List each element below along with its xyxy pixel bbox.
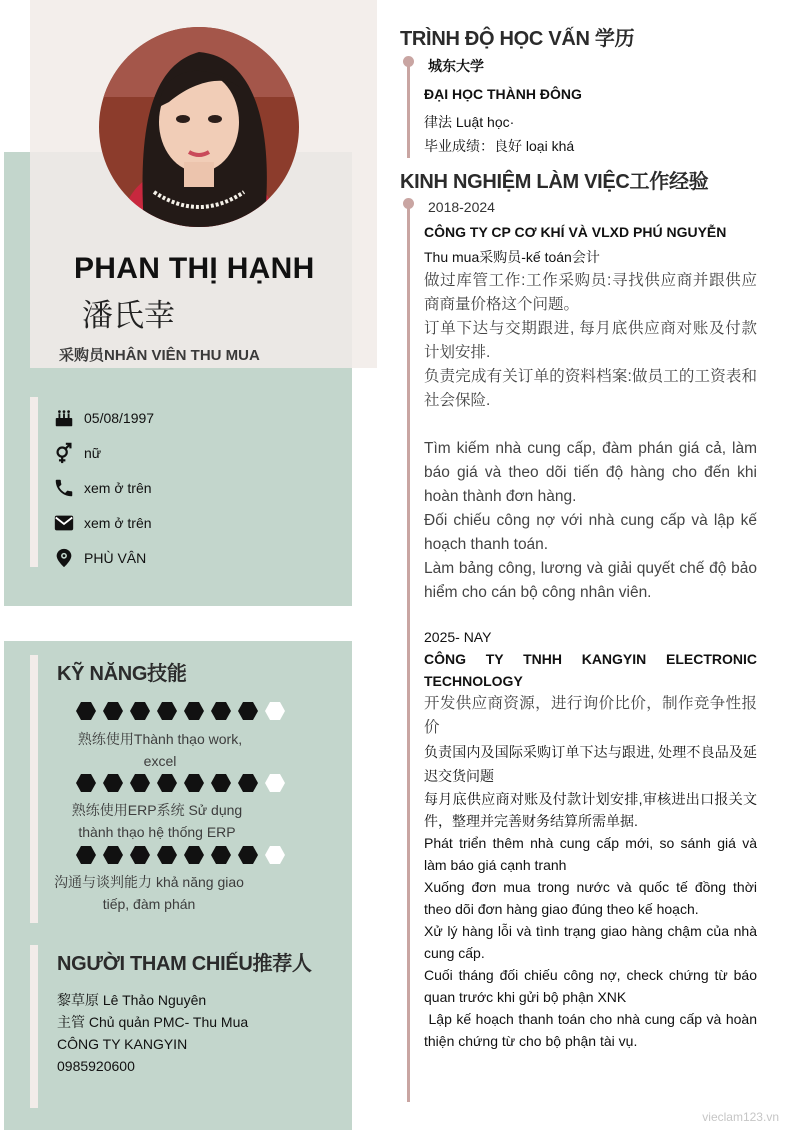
reference-phone: 0985920600: [57, 1058, 135, 1074]
personal-info-list: [53, 400, 333, 575]
job-1-desc-2: 订单下达与交期跟进, 每月底供应商对账及付款计划安排.: [424, 320, 757, 361]
chinese-name: 潘氏幸: [82, 298, 175, 334]
grade: 毕业成绩：良好 loại khá: [424, 138, 575, 154]
gender-icon: [53, 442, 75, 464]
experience-timeline: [407, 204, 410, 1102]
reference-name: 黎草原 Lê Thảo Nguyên: [57, 992, 207, 1008]
education-heading: TRÌNH ĐỘ HỌC VẤN 学历: [400, 28, 635, 50]
address-row: [53, 540, 333, 575]
job-2-desc-vn-1: Phát triển thêm nhà cung cấp mới, so sánh giá và làm báo giá cạnh tranh: [424, 835, 757, 873]
reference-position: 主管 Chủ quản PMC- Thu Mua: [57, 1014, 249, 1030]
rating-filled-icon: [76, 774, 96, 792]
location-icon: [53, 547, 75, 569]
rating-empty-icon: [265, 774, 285, 792]
personal-strip: [30, 397, 38, 567]
references-heading: NGƯỜI THAM CHIẾU推荐人: [57, 953, 312, 975]
rating-filled-icon: [157, 702, 177, 720]
email-row: [53, 505, 333, 540]
rating-filled-icon: [211, 702, 231, 720]
reference-company: CÔNG TY KANGYIN: [57, 1036, 188, 1052]
job-1-desc-1: 做过库管工作:工作采购员:寻找供应商并跟供应商商量价格这个问题。: [424, 272, 757, 313]
rating-filled-icon: [103, 846, 123, 864]
birthday-row: [53, 400, 333, 435]
job-title: 采购员NHÂN VIÊN THU MUA: [59, 347, 260, 364]
job-1-role: Thu mua采购员-kế toán会计: [424, 249, 600, 265]
phone-value: xem ở trên: [84, 479, 152, 496]
job-1-desc-6: Làm bảng công, lương và giải quyết chế độ bảo hiểm cho cán bộ công nhân viên.: [424, 560, 757, 601]
rating-filled-icon: [211, 774, 231, 792]
job-1-desc-3: 负责完成有关订单的资料档案:做员工的工资表和社会保险.: [424, 368, 757, 409]
rating-filled-icon: [184, 846, 204, 864]
skill-rating-3: [76, 846, 292, 864]
job-2-desc-cn-1: 开发供应商资源，进行询价比价，制作竞争性报价: [424, 695, 757, 736]
rating-filled-icon: [103, 702, 123, 720]
cake-icon: [53, 407, 75, 429]
major: 律法 Luật học·: [424, 114, 515, 130]
education-timeline-dot: [403, 56, 414, 67]
education-timeline: [407, 62, 410, 158]
profile-photo: [99, 27, 299, 227]
job-1-period: 2018-2024: [428, 199, 495, 215]
rating-filled-icon: [130, 702, 150, 720]
experience-timeline-dot: [403, 198, 414, 209]
birthday-value: 05/08/1997: [84, 409, 155, 426]
rating-filled-icon: [76, 702, 96, 720]
school-cn: 城东大学: [428, 58, 484, 74]
job-2-company: CÔNG TY TNHH KANGYIN ELECTRONIC TECHNOLOGY: [424, 651, 757, 689]
rating-filled-icon: [76, 846, 96, 864]
rating-filled-icon: [238, 846, 258, 864]
school-name: ĐẠI HỌC THÀNH ĐÔNG: [424, 86, 582, 102]
job-2: [424, 626, 761, 1052]
rating-filled-icon: [130, 774, 150, 792]
education-details: [424, 54, 757, 158]
job-1: [424, 195, 757, 605]
skills-heading: KỸ NĂNG技能: [57, 663, 187, 685]
job-2-desc-vn-3: Xử lý hàng lỗi và tình trạng giao hàng chậm của nhà cung cấp.: [424, 923, 757, 961]
rating-filled-icon: [238, 774, 258, 792]
job-2-desc-cn-3: 每月底供应商对账及付款计划安排,审核进出口报关文件，整理并完善财务结算所需单据.: [424, 791, 757, 829]
job-2-desc-vn-2: Xuống đơn mua trong nước và quốc tế đồng thời theo dõi đơn hàng giao đúng theo kế hoạch.: [424, 879, 757, 917]
skill-label-1: 熟练使用Thành thạo work, excel: [77, 731, 243, 769]
rating-filled-icon: [157, 774, 177, 792]
job-2-period: 2025- NAY: [424, 629, 492, 645]
job-1-desc-4: Tìm kiếm nhà cung cấp, đàm phán giá cả, làm báo giá và theo dõi tiến độ hàng cho đến khi hoàn thành đơn hàng.: [424, 440, 757, 505]
full-name: PHAN THỊ HẠNH: [74, 252, 315, 285]
job-2-desc-vn-4: Cuối tháng đối chiếu công nợ, check chứng từ báo quan trước khi gửi bộ phận XNK: [424, 967, 757, 1005]
job-2-desc-cn-2: 负责国内及国际采购订单下达与跟进, 处理不良品及延迟交货问题: [424, 744, 757, 784]
job-1-desc-5: Đối chiếu công nợ với nhà cung cấp và lập kế hoạch thanh toán.: [424, 512, 757, 553]
skill-label-2: 熟练使用ERP系统 Sử dụng thành thạo hệ thống ERP: [71, 802, 243, 840]
job-2-desc-vn-5: Lập kế hoạch thanh toán cho nhà cung cấp và hoàn thiện chứng từ cho bộ phận tài vụ.: [424, 1011, 761, 1049]
email-value: xem ở trên: [84, 514, 152, 531]
green-accent-block: [4, 152, 30, 368]
rating-empty-icon: [265, 846, 285, 864]
rating-filled-icon: [157, 846, 177, 864]
gender-row: [53, 435, 333, 470]
gender-value: nữ: [84, 444, 102, 461]
rating-filled-icon: [130, 846, 150, 864]
phone-row: [53, 470, 333, 505]
skill-label-3: 沟通与谈判能力 khả năng giao tiếp, đàm phán: [54, 874, 244, 912]
rating-empty-icon: [265, 702, 285, 720]
watermark: vieclam123.vn: [702, 1110, 779, 1124]
experience-heading: KINH NGHIỆM LÀM VIỆC工作经验: [400, 171, 709, 193]
skills-strip: [30, 655, 38, 923]
references-strip: [30, 945, 38, 1108]
rating-filled-icon: [184, 702, 204, 720]
references-list: [57, 989, 248, 1077]
address-value: PHÙ VÂN: [84, 549, 147, 566]
skill-rating-2: [76, 774, 292, 792]
rating-filled-icon: [238, 702, 258, 720]
rating-filled-icon: [103, 774, 123, 792]
job-1-company: CÔNG TY CP CƠ KHÍ VÀ VLXD PHÚ NGUYỄN: [424, 224, 727, 240]
phone-icon: [53, 477, 75, 499]
rating-filled-icon: [211, 846, 231, 864]
rating-filled-icon: [184, 774, 204, 792]
email-icon: [53, 512, 75, 534]
skill-rating-1: [76, 702, 292, 720]
